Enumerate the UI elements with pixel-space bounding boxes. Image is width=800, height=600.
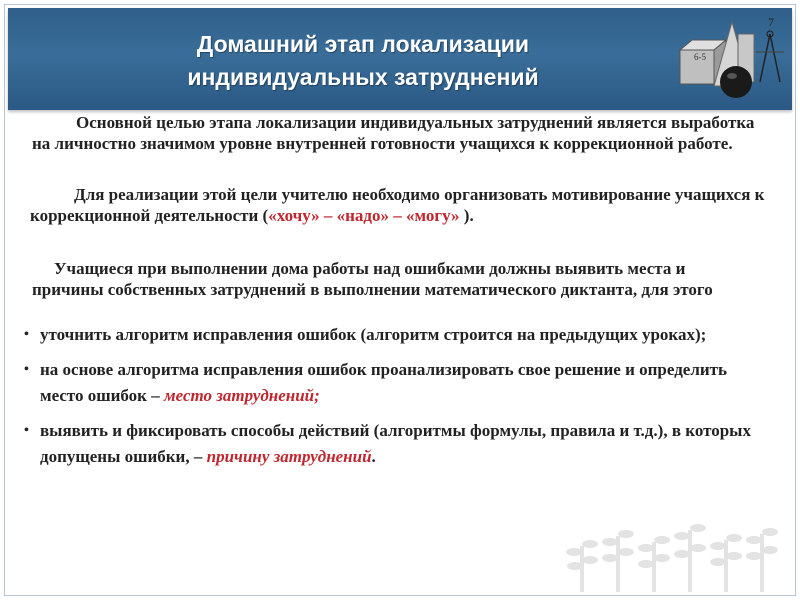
slide-title	[128, 28, 598, 94]
title-line-2: индивидуальных затруднений	[187, 64, 539, 90]
list-item-text: выявить и фиксировать способы действий (алгоритмы формулы, правила и т.д.), в которых допущены ошибки, –	[40, 421, 751, 466]
list-item-text: уточнить алгоритм исправления ошибок (алгоритм строится на предыдущих уроках);	[40, 325, 707, 344]
list-item	[22, 357, 762, 409]
paragraph-homework-text: Учащиеся при выполнении дома работы над ошибками должны выявить места и причины собственных затруднений в выполнении математического диктанта, для этого	[32, 259, 713, 299]
paragraph-goal	[32, 112, 776, 154]
paragraph-motivation	[30, 184, 784, 226]
bullet-icon: •	[24, 423, 29, 438]
list-item-text: на основе алгоритма исправления ошибок проанализировать свое решение и определить место ошибок –	[40, 360, 728, 405]
title-line-1: Домашний этап локализации	[196, 31, 530, 57]
paragraph-goal-text: Основной целью этапа локализации индивидуальных затруднений является выработка на личностно значимом уровне внутренней готовности учащихся к коррекционной работе.	[32, 113, 755, 153]
svg-text:7: 7	[768, 15, 774, 29]
bullet-icon: •	[24, 362, 29, 377]
geometry-shapes-icon	[672, 12, 792, 104]
bullet-icon: •	[24, 327, 29, 342]
list-item	[22, 322, 762, 348]
list-item-highlight: причину затруднений	[206, 447, 372, 466]
task-list	[22, 322, 762, 479]
sprouts-icon	[566, 516, 792, 592]
list-item-tail: .	[371, 447, 376, 466]
paragraph-motivation-text: Для реализации этой цели учителю необходимо организовать мотивирование учащихся к коррекционной деятельности (	[30, 185, 765, 225]
svg-text:6-5: 6-5	[694, 52, 706, 62]
list-item	[22, 418, 762, 470]
motivation-highlight: «хочу» – «надо» – «могу»	[268, 206, 460, 225]
paragraph-motivation-end: ).	[459, 206, 474, 225]
list-item-highlight: место затруднений;	[163, 386, 320, 405]
paragraph-homework	[32, 258, 752, 300]
